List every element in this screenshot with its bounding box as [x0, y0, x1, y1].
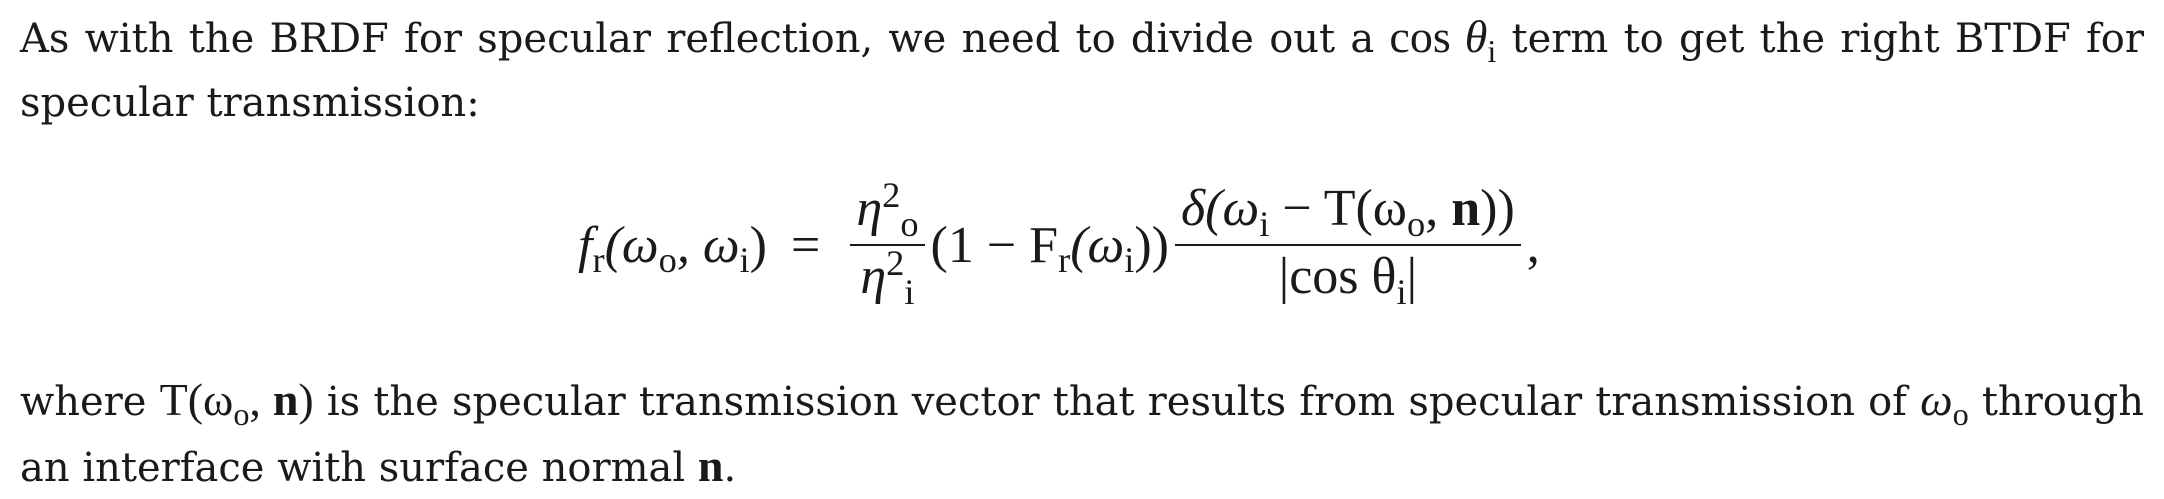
- intro-text-after: term to get the right BTDF for specular transmission:: [20, 16, 2145, 126]
- math-T-sub-o: o: [233, 395, 250, 432]
- T-comma: ,: [1425, 180, 1452, 237]
- where-text-1: where: [20, 379, 160, 425]
- delta-numerator: [1175, 178, 1521, 244]
- eta-o-sub: o: [900, 203, 919, 244]
- lhs-sub-o: o: [658, 240, 677, 281]
- math-omega-sub-o: o: [1952, 395, 1969, 432]
- inline-math-omega-o: [1920, 374, 1969, 432]
- fresnel-sub-r: r: [1058, 240, 1071, 281]
- eta-o: η: [856, 180, 883, 237]
- lhs-close-paren: ): [749, 216, 767, 274]
- abs-cos-theta: |cos θ: [1278, 248, 1397, 305]
- equation-lhs: [578, 216, 767, 281]
- math-T-n: n: [272, 374, 299, 425]
- T-sub-o: o: [1407, 203, 1426, 244]
- abs-close: |: [1406, 248, 1417, 305]
- abs-cos-sub-i: i: [1396, 271, 1407, 312]
- fresnel-term: [930, 216, 1169, 281]
- intro-text-before: As with the BRDF for specular reflection, we need to divide out a: [20, 16, 1390, 62]
- lhs-sub-r: r: [592, 240, 605, 281]
- math-T-close: ): [298, 374, 314, 425]
- lhs-omega-i: , ω: [676, 216, 740, 274]
- inline-math-T: [159, 374, 314, 432]
- eta-o-sup: 2: [882, 174, 901, 215]
- trailing-comma: ,: [1526, 216, 1540, 274]
- where-text-2: is the specular transmission vector that results from specular transmission of: [313, 379, 1921, 425]
- lhs-sub-i: i: [739, 240, 750, 281]
- lhs-f: f: [578, 216, 593, 274]
- delta-sub-i: i: [1259, 203, 1270, 244]
- eta-i-sub: i: [904, 271, 915, 312]
- eta-ratio-fraction: [850, 174, 924, 312]
- minus-T-omega: − T(ω: [1269, 180, 1408, 237]
- fresnel-sub-i: i: [1124, 240, 1135, 281]
- inline-math-n: n: [697, 440, 724, 491]
- paragraph-where: [20, 369, 2144, 499]
- math-theta: θ: [1464, 11, 1488, 62]
- eta-ratio-denominator: [854, 242, 920, 312]
- delta-fraction: [1175, 178, 1521, 312]
- math-T-omega: T(ω: [159, 374, 234, 425]
- one-minus-F: (1 − F: [930, 216, 1059, 274]
- btdf-equation: [0, 160, 2164, 330]
- eta-i: η: [860, 248, 887, 305]
- math-omega: ω: [1920, 374, 1953, 425]
- delta-denominator: [1273, 246, 1423, 312]
- math-subscript-i: i: [1487, 32, 1497, 69]
- fresnel-close: )): [1134, 216, 1169, 274]
- math-T-comma: ,: [249, 374, 273, 425]
- fresnel-omega: (ω: [1070, 216, 1125, 274]
- lhs-omega-o: (ω: [604, 216, 659, 274]
- math-cos: cos: [1389, 11, 1451, 62]
- delta-close: )): [1480, 180, 1515, 237]
- inline-math-cos-theta-i: [1389, 11, 1497, 69]
- equals-sign: =: [790, 216, 821, 274]
- where-text-3: through an interface with surface normal: [20, 379, 2145, 491]
- equation-row: [578, 160, 1540, 330]
- delta-omega: δ(ω: [1181, 180, 1260, 237]
- eta-i-sup: 2: [886, 242, 905, 283]
- normal-n-bold: n: [1451, 180, 1481, 237]
- eta-ratio-numerator: [850, 174, 924, 244]
- where-text-4: .: [723, 445, 737, 491]
- paragraph-intro: [20, 6, 2144, 134]
